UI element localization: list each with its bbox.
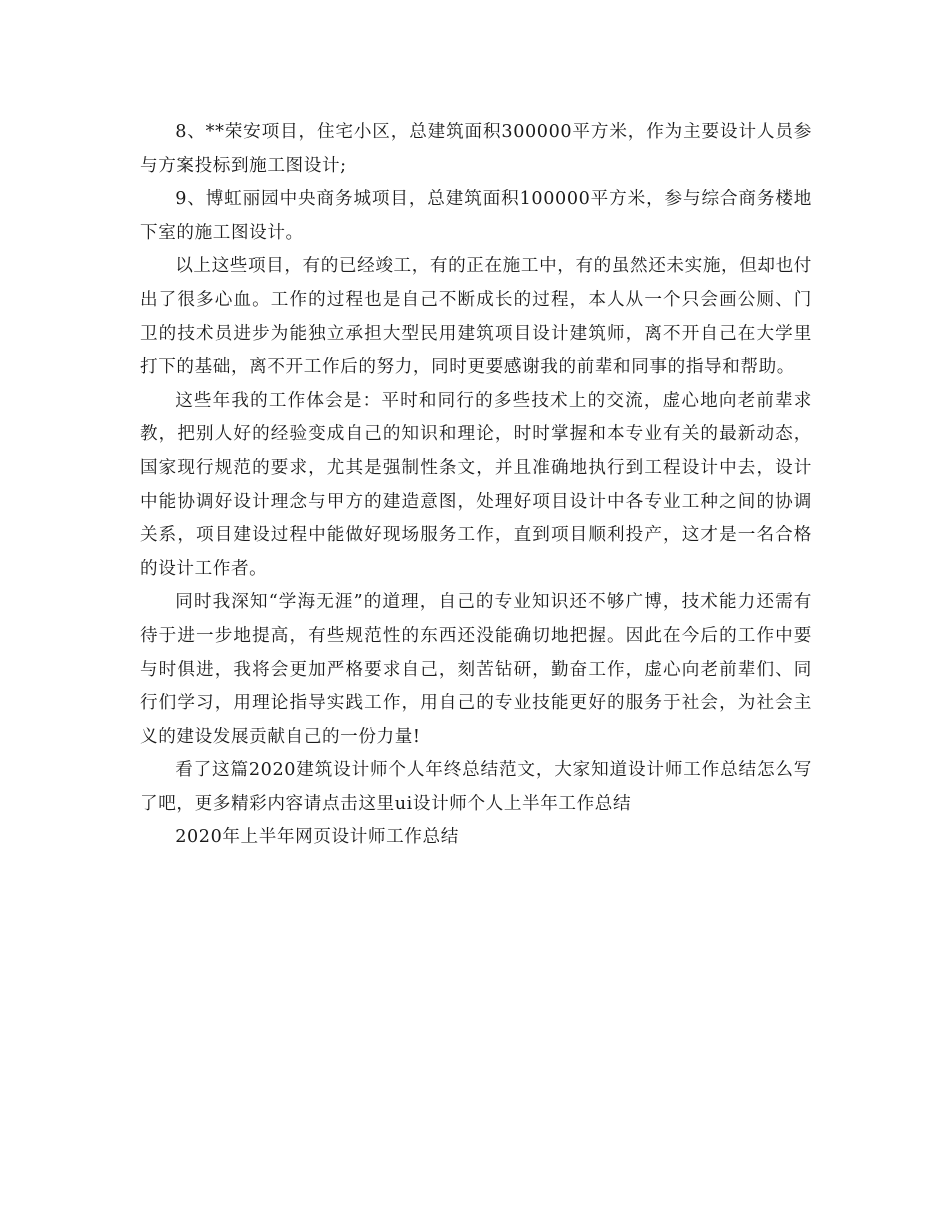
paragraph-projects-summary: 以上这些项目，有的已经竣工，有的正在施工中，有的虽然还未实施，但却也付出了很多心血。工作的过程也是自己不断成长的过程，本人从一个只会画公厕、门卫的技术员进步为能独立承担大型民用建筑项目设计建筑师，离不开自己在大学里打下的基础，离不开工作后的努力，同时更要感谢我的前辈和同事的指导和帮助。 — [140, 256, 812, 378]
paragraph-project-8: 8、**荣安项目，住宅小区，总建筑面积300000平方米，作为主要设计人员参与方案投标到施工图设计; — [140, 122, 812, 176]
paragraph-self-improvement: 同时我深知“学海无涯”的道理，自己的专业知识还不够广博，技术能力还需有待于进一步地提高，有些规范性的东西还没能确切地把握。因此在今后的工作中要与时俱进，我将会更加严格要求自己，刻苦钻研，勤奋工作，虚心向老前辈们、同行们学习，用理论指导实践工作，用自己的专业技能更好的服务于社会，为社会主义的建设发展贡献自己的一份力量! — [140, 592, 812, 747]
document-body — [140, 116, 812, 855]
paragraph-work-experience: 这些年我的工作体会是：平时和同行的多些技术上的交流，虚心地向老前辈求教，把别人好的经验变成自己的知识和理论，时时掌握和本专业有关的最新动态，国家现行规范的要求，尤其是强制性条文，并且准确地执行到工程设计中去，设计中能协调好设计理念与甲方的建造意图，处理好项目设计中各专业工种之间的协调关系，项目建设过程中能做好现场服务工作，直到项目顺利投产，这才是一名合格的设计工作者。 — [140, 390, 812, 579]
paragraph-project-9: 9、博虹丽园中央商务城项目，总建筑面积100000平方米，参与综合商务楼地下室的施工图设计。 — [140, 189, 812, 243]
paragraph-closing-note: 看了这篇2020建筑设计师个人年终总结范文，大家知道设计师工作总结怎么写了吧，更多精彩内容请点击这里ui设计师个人上半年工作总结 — [140, 760, 812, 814]
paragraph-related-title: 2020年上半年网页设计师工作总结 — [175, 827, 459, 848]
